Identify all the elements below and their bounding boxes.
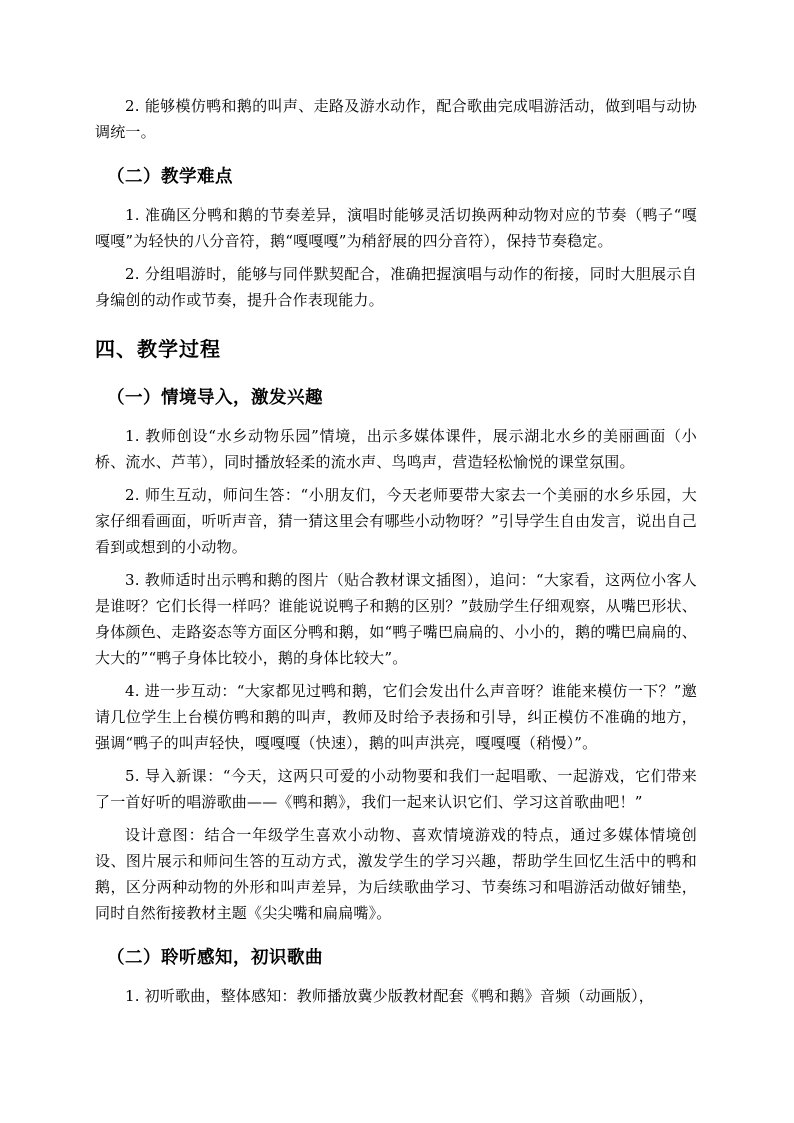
difficulty-item-2: 2. 分组唱游时，能够与同伴默契配合，准确把握演唱与动作的衔接，同时大胆展示自身编创的动作或节奏，提升合作表现能力。: [95, 265, 697, 309]
document-body: [95, 93, 697, 1016]
intro-item-4: 4. 进一步互动：“大家都见过鸭和鹅，它们会发出什么声音呀？谁能来模仿一下？”邀请几位学生上台模仿鸭和鹅的叫声，教师及时给予表扬和引导，纠正模仿不准确的地方，强调“鸭子的叫声轻快，嘎嘎嘎（快速），鹅的叫声洪亮，嘎嘎嘎（稍慢）”。: [95, 682, 697, 752]
intro-item-3: 3. 教师适时出示鸭和鹅的图片（贴合教材课文插图），追问：“大家看，这两位小客人是谁呀？它们长得一样吗？谁能说说鸭子和鹅的区别？”鼓励学生仔细观察，从嘴巴形状、身体颜色、走路姿态等方面区分鸭和鹅，如“鸭子嘴巴扁扁的、小小的，鹅的嘴巴扁扁的、大大的”“鸭子身体比较小，鹅的身体比较大”。: [95, 571, 697, 667]
heading-situation-intro: （一）情境导入，激发兴趣: [107, 388, 323, 408]
heading-listening: （二）聆听感知，初识歌曲: [107, 948, 323, 968]
listening-item-1: 1. 初听歌曲，整体感知：教师播放冀少版教材配套《鸭和鹅》音频（动画版），: [125, 987, 654, 1005]
heading-teaching-difficulty: （二）教学难点: [107, 167, 233, 187]
goal-item-2: 2. 能够模仿鸭和鹅的叫声、走路及游水动作，配合歌曲完成唱游活动，做到唱与动协调统一。: [95, 97, 697, 141]
intro-item-2: 2. 师生互动，师问生答：“小朋友们，今天老师要带大家去一个美丽的水乡乐园，大家仔细看画面，听听声音，猜一猜这里会有哪些小动物呀？”引导学生自由发言，说出自己看到或想到的小动物。: [95, 486, 697, 556]
design-intent: 设计意图：结合一年级学生喜欢小动物、喜欢情境游戏的特点，通过多媒体情境创设、图片展示和师问生答的互动方式，激发学生的学习兴趣，帮助学生回忆生活中的鸭和鹅，区分两种动物的外形和叫声差异，为后续歌曲学习、节奏练习和唱游活动做好铺垫，同时自然衔接教材主题《尖尖嘴和扁扁嘴》。: [95, 826, 697, 922]
intro-item-1: 1. 教师创设“水乡动物乐园”情境，出示多媒体课件，展示湖北水乡的美丽画面（小桥、流水、芦苇），同时播放轻柔的流水声、鸟鸣声，营造轻松愉悦的课堂氛围。: [95, 427, 697, 471]
heading-teaching-process: 四、教学过程: [95, 337, 221, 361]
difficulty-item-1: 1. 准确区分鸭和鹅的节奏差异，演唱时能够灵活切换两种动物对应的节奏（鸭子“嘎嘎嘎”为轻快的八分音符，鹅“嘎嘎嘎”为稍舒展的四分音符），保持节奏稳定。: [95, 206, 697, 250]
intro-item-5: 5. 导入新课：“今天，这两只可爱的小动物要和我们一起唱歌、一起游戏，它们带来了一首好听的唱游歌曲——《鸭和鹅》，我们一起来认识它们、学习这首歌曲吧！”: [95, 767, 697, 811]
